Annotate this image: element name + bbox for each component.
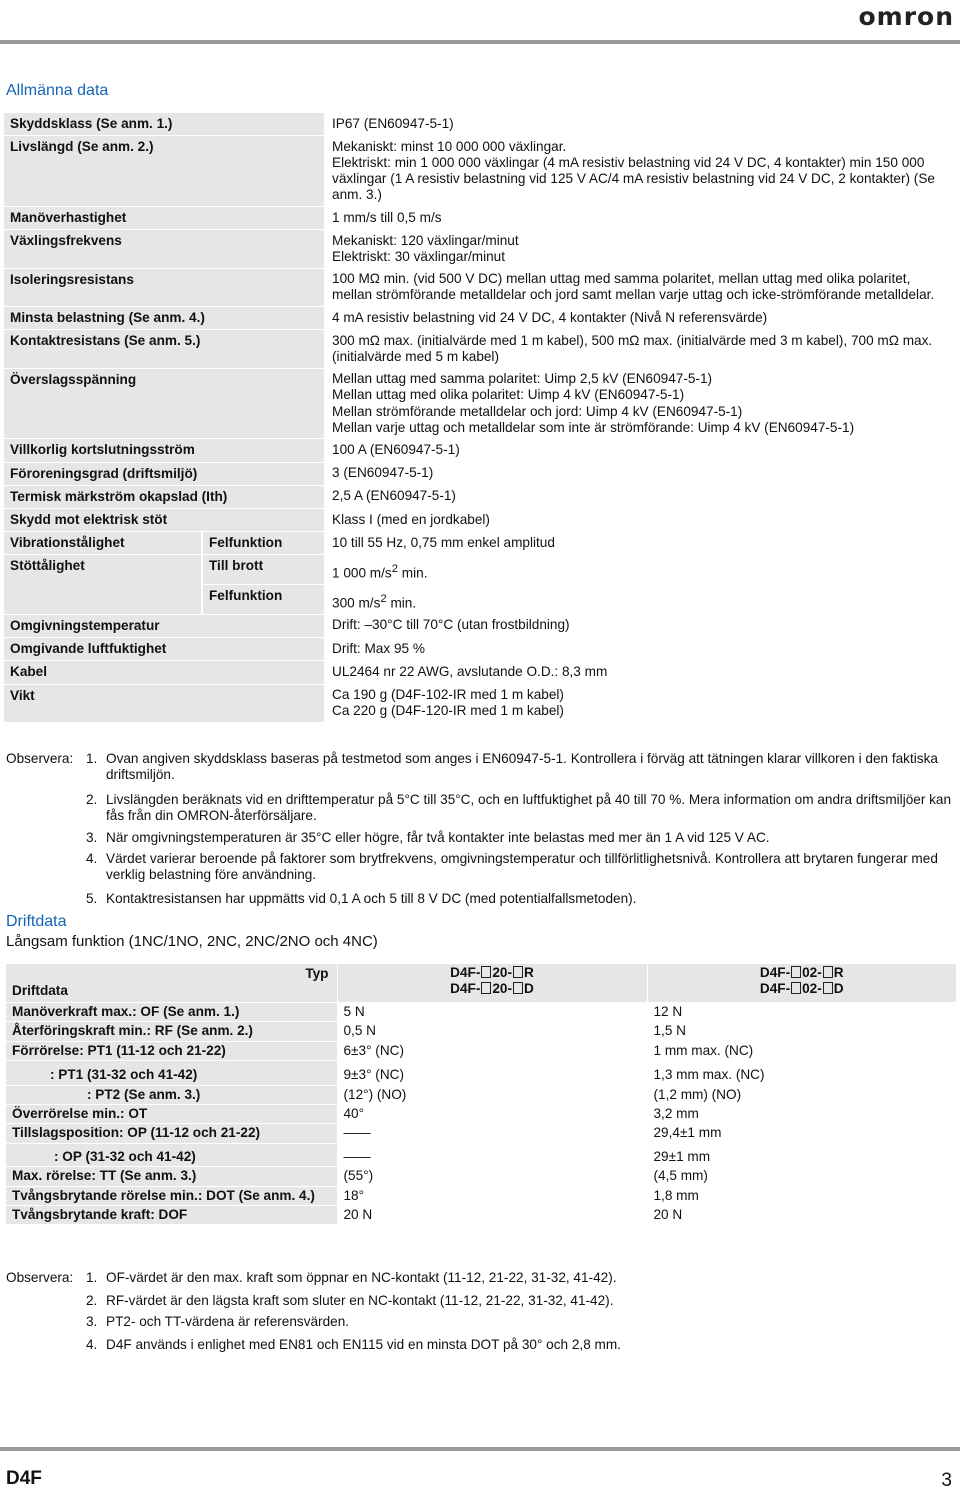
note-text: OF-värdet är den max. kraft som öppnar en NC-kontakt (11-12, 21-22, 31-32, 41-42). xyxy=(106,1270,617,1285)
row-label: Växlingsfrekvens xyxy=(4,230,324,268)
value-line: Ca 220 g (D4F-120-IR med 1 m kabel) xyxy=(332,703,564,719)
table-row xyxy=(4,532,956,555)
omron-logo: omron xyxy=(858,2,954,31)
table-row xyxy=(6,1003,956,1022)
note-text: Kontaktresistansen har uppmätts vid 0,1 A och 5 till 8 V DC (med potentialfallsmetoden). xyxy=(106,891,637,906)
model-code: D4F- 02- D xyxy=(759,981,844,997)
row-value: 1,3 mm max. (NC) xyxy=(647,1061,956,1085)
note-text: Ovan angiven skyddsklass baseras på testmetod som anges i EN60947-5-1. Kontrollera i förväg att tätningen klarar villkoren i den faktiska driftsmiljön. xyxy=(106,751,938,783)
table-row xyxy=(4,330,956,368)
table-row xyxy=(6,1186,956,1205)
table-header-row xyxy=(6,964,956,1003)
placeholder-box-icon xyxy=(823,982,833,994)
note-item xyxy=(86,891,956,907)
row-label: Stöttålighet xyxy=(4,555,202,614)
note-item xyxy=(86,1314,956,1330)
row-value: 9±3° (NC) xyxy=(337,1061,647,1085)
header-typ: Typ xyxy=(305,966,329,981)
row-sublabel: Felfunktion xyxy=(202,585,324,615)
row-value: (1,2 mm) (NO) xyxy=(647,1085,956,1104)
header-corner xyxy=(6,964,337,1003)
row-value: 40° xyxy=(337,1105,647,1124)
table-row xyxy=(6,1061,956,1085)
table-row xyxy=(6,1124,956,1143)
row-value: (12°) (NO) xyxy=(337,1085,647,1104)
row-value: 1,5 N xyxy=(647,1022,956,1041)
value-line: Elektriskt: 30 växlingar/minut xyxy=(332,248,506,264)
placeholder-box-icon xyxy=(513,982,523,994)
value-text: 300 m/s xyxy=(332,595,381,611)
row-value: 300 mΩ max. (initialvärde med 1 m kabel), 500 mΩ max. (initialvärde med 3 m kabel), 700 mΩ max. (initialvärde med 5 m kabel) xyxy=(332,332,933,364)
notes-prefix: Observera: xyxy=(6,1270,74,1285)
table-row xyxy=(4,307,956,330)
value-line: Mellan strömförande metalldelar och jord: Uimp 4 kV (EN60947-5-1) xyxy=(332,403,743,419)
table-row xyxy=(6,1022,956,1041)
model-code: D4F- 20- R xyxy=(450,965,534,980)
table-row xyxy=(4,684,956,722)
value-unit: min. xyxy=(386,595,417,611)
row-label: Termisk märkström okapslad (Ith) xyxy=(4,485,324,508)
row-label: Minsta belastning (Se anm. 4.) xyxy=(4,307,324,330)
row-value: 3,2 mm xyxy=(647,1105,956,1124)
value-line: Mekaniskt: minst 10 000 000 växlingar. xyxy=(332,138,567,154)
row-label: Vibrationstålighet xyxy=(4,532,202,555)
row-value: 1 mm/s till 0,5 m/s xyxy=(332,209,442,225)
row-value: 4 mA resistiv belastning vid 24 V DC, 4 kontakter (Nivå N referensvärde) xyxy=(332,309,768,325)
row-value: 29±1 mm xyxy=(647,1143,956,1166)
table-row xyxy=(6,1167,956,1186)
row-label: Vikt xyxy=(4,684,324,722)
note-item xyxy=(86,1337,956,1353)
table-row xyxy=(4,368,956,439)
note-number: 3. xyxy=(86,830,98,845)
row-value: Klass I (med en jordkabel) xyxy=(332,511,490,527)
general-notes xyxy=(6,751,956,911)
row-value: 2,5 A (EN60947-5-1) xyxy=(332,488,456,504)
row-value: IP67 (EN60947-5-1) xyxy=(332,115,454,131)
row-value: —— xyxy=(337,1124,647,1143)
row-label: : PT1 (31-32 och 41-42) xyxy=(6,1061,337,1085)
row-value: 29,4±1 mm xyxy=(647,1124,956,1143)
footer-rule xyxy=(0,1447,960,1451)
row-value: UL2464 nr 22 AWG, avslutande O.D.: 8,3 mm xyxy=(332,663,608,679)
row-label: Tvångsbrytande kraft: DOF xyxy=(6,1206,337,1225)
row-label: Överslagsspänning xyxy=(4,368,324,439)
row-value xyxy=(324,555,956,585)
header-driftdata: Driftdata xyxy=(12,983,68,998)
value-line: Mekaniskt: 120 växlingar/minut xyxy=(332,232,519,248)
row-value: 100 MΩ min. (vid 500 V DC) mellan uttag med samma polaritet, mellan uttag med olika polaritet, mellan strömförande metalldelar och jord samt mellan varje uttag och icke-strömförande metalldelar. xyxy=(332,271,935,303)
header-model-col1 xyxy=(337,964,647,1003)
row-value: Drift: –30°C till 70°C (utan frostbildning) xyxy=(332,617,570,633)
table-row xyxy=(4,638,956,661)
value-line: Ca 190 g (D4F-102-IR med 1 m kabel) xyxy=(332,687,564,703)
row-value: 1,8 mm xyxy=(647,1186,956,1205)
row-value xyxy=(324,368,956,439)
operating-data-table xyxy=(6,964,956,1225)
value-text: 1 000 m/s xyxy=(332,565,392,581)
placeholder-box-icon xyxy=(481,966,491,978)
row-label: Föroreningsgrad (driftsmiljö) xyxy=(4,462,324,485)
table-row xyxy=(4,230,956,268)
operating-notes xyxy=(6,1270,956,1354)
table-row xyxy=(4,462,956,485)
notes-prefix: Observera: xyxy=(6,751,74,766)
note-text: När omgivningstemperaturen är 35°C eller högre, får två kontakter inte belastas med mer än 1 A vid 125 V AC. xyxy=(106,830,770,845)
row-value: 0,5 N xyxy=(337,1022,647,1041)
value-line: Mellan varje uttag och metalldelar som inte är strömförande: Uimp 4 kV (EN60947-5-1) xyxy=(332,419,855,435)
row-value: 5 N xyxy=(337,1003,647,1022)
row-value: (4,5 mm) xyxy=(647,1167,956,1186)
placeholder-box-icon xyxy=(791,966,801,978)
placeholder-box-icon xyxy=(791,982,801,994)
table-row xyxy=(4,439,956,462)
row-label: Tvångsbrytande rörelse min.: DOT (Se anm. 4.) xyxy=(6,1186,337,1205)
value-superscript: 2 xyxy=(380,592,387,605)
row-label: Tillslagsposition: OP (11-12 och 21-22) xyxy=(6,1124,337,1143)
note-item xyxy=(86,1270,956,1286)
table-row xyxy=(4,661,956,684)
row-sublabel: Felfunktion xyxy=(202,532,324,555)
general-data-title: Allmänna data xyxy=(6,82,109,99)
note-item xyxy=(86,792,956,825)
value-superscript: 2 xyxy=(391,562,399,575)
row-value: 1 mm max. (NC) xyxy=(647,1041,956,1060)
row-label: Återföringskraft min.: RF (Se anm. 2.) xyxy=(6,1022,337,1041)
note-text: PT2- och TT-värdena är referensvärden. xyxy=(106,1314,350,1329)
placeholder-box-icon xyxy=(823,966,833,978)
row-label: Kabel xyxy=(4,661,324,684)
table-row xyxy=(6,1105,956,1124)
note-item xyxy=(86,851,956,884)
table-row xyxy=(4,485,956,508)
table-row xyxy=(4,509,956,532)
footer-page-number: 3 xyxy=(941,1470,952,1491)
row-value: 6±3° (NC) xyxy=(337,1041,647,1060)
header-rule xyxy=(0,40,960,44)
table-row xyxy=(4,555,956,585)
row-value: 20 N xyxy=(647,1206,956,1225)
row-label: Manöverhastighet xyxy=(4,207,324,230)
value-line: Mellan uttag med olika polaritet: Uimp 4 kV (EN60947-5-1) xyxy=(332,387,685,403)
note-number: 2. xyxy=(86,792,98,807)
row-label: Manöverkraft max.: OF (Se anm. 1.) xyxy=(6,1003,337,1022)
table-row xyxy=(4,268,956,306)
row-label: Max. rörelse: TT (Se anm. 3.) xyxy=(6,1167,337,1186)
row-value: Drift: Max 95 % xyxy=(332,640,425,656)
row-value xyxy=(324,684,956,722)
note-number: 4. xyxy=(86,1337,98,1352)
row-value: 3 (EN60947-5-1) xyxy=(332,465,434,481)
value-unit: min. xyxy=(398,565,428,581)
value-line: Elektriskt: min 1 000 000 växlingar (4 mA resistiv belastning vid 24 V DC, 4 kontakter) min 150 000 växlingar (1 A resistiv belastning vid 125 V AC/4 mA resistiv belastning vid 24 V DC, 2 kontakter) (Se anm. 3.) xyxy=(332,154,935,203)
row-label: Livslängd (Se anm. 2.) xyxy=(4,136,324,207)
note-item xyxy=(86,1293,956,1309)
note-text: D4F används i enlighet med EN81 och EN115 vid en minsta DOT på 30° och 2,8 mm. xyxy=(106,1337,621,1352)
row-label: Förrörelse: PT1 (11-12 och 21-22) xyxy=(6,1041,337,1060)
note-number: 1. xyxy=(86,751,98,766)
operating-subtitle: Långsam funktion (1NC/1NO, 2NC, 2NC/2NO och 4NC) xyxy=(6,933,378,950)
row-label: : OP (31-32 och 41-42) xyxy=(6,1143,337,1166)
general-data-table xyxy=(4,112,956,723)
placeholder-box-icon xyxy=(513,966,523,978)
model-code: D4F- 20- D xyxy=(450,981,534,997)
row-label: Villkorlig kortslutningsström xyxy=(4,439,324,462)
table-row xyxy=(4,113,956,136)
table-row xyxy=(4,207,956,230)
note-text: RF-värdet är den lägsta kraft som sluter en NC-kontakt (11-12, 21-22, 31-32, 41-42). xyxy=(106,1293,614,1308)
row-value: (55°) xyxy=(337,1167,647,1186)
row-value: 18° xyxy=(337,1186,647,1205)
row-label: Skydd mot elektrisk stöt xyxy=(4,509,324,532)
row-sublabel: Till brott xyxy=(202,555,324,585)
row-label: Överrörelse min.: OT xyxy=(6,1105,337,1124)
header-model-col2 xyxy=(647,964,956,1003)
note-text: Livslängden beräknats vid en drifttemperatur på 5°C till 35°C, och en luftfuktighet på 40 till 70 %. Mera information om andra driftsmiljöer kan fås från din OMRON-återförsäljare. xyxy=(106,792,952,824)
note-number: 5. xyxy=(86,891,98,906)
table-row xyxy=(6,1041,956,1060)
table-row xyxy=(6,1085,956,1104)
row-value xyxy=(324,230,956,268)
row-label: Isoleringsresistans xyxy=(4,268,324,306)
note-text: Värdet varierar beroende på faktorer som brytfrekvens, omgivningstemperatur och tillförlitlighetsnivå. Kontrollera att brytaren fungerar med verklig belastning före användning. xyxy=(106,851,938,883)
note-item xyxy=(86,751,956,784)
note-number: 4. xyxy=(86,851,98,866)
value-line: Mellan uttag med samma polaritet: Uimp 2,5 kV (EN60947-5-1) xyxy=(332,371,713,387)
row-value xyxy=(324,585,956,615)
row-label: Skyddsklass (Se anm. 1.) xyxy=(4,113,324,136)
row-label: Omgivande luftfuktighet xyxy=(4,638,324,661)
row-value: 12 N xyxy=(647,1003,956,1022)
row-value: 20 N xyxy=(337,1206,647,1225)
table-row xyxy=(6,1143,956,1166)
row-value: 100 A (EN60947-5-1) xyxy=(332,441,460,457)
note-number: 2. xyxy=(86,1293,98,1308)
row-label: Omgivningstemperatur xyxy=(4,614,324,637)
row-value xyxy=(324,136,956,207)
note-item xyxy=(86,830,956,846)
footer-product: D4F xyxy=(6,1468,42,1489)
note-number: 1. xyxy=(86,1270,98,1285)
table-row xyxy=(4,614,956,637)
note-number: 3. xyxy=(86,1314,98,1329)
row-label: Kontaktresistans (Se anm. 5.) xyxy=(4,330,324,368)
row-label: : PT2 (Se anm. 3.) xyxy=(6,1085,337,1104)
table-row xyxy=(6,1206,956,1225)
row-value: 10 till 55 Hz, 0,75 mm enkel amplitud xyxy=(332,534,555,550)
operating-data-title: Driftdata xyxy=(6,913,67,930)
table-row xyxy=(4,136,956,207)
model-code: D4F- 02- R xyxy=(759,965,844,980)
row-value: —— xyxy=(337,1143,647,1166)
placeholder-box-icon xyxy=(481,982,491,994)
